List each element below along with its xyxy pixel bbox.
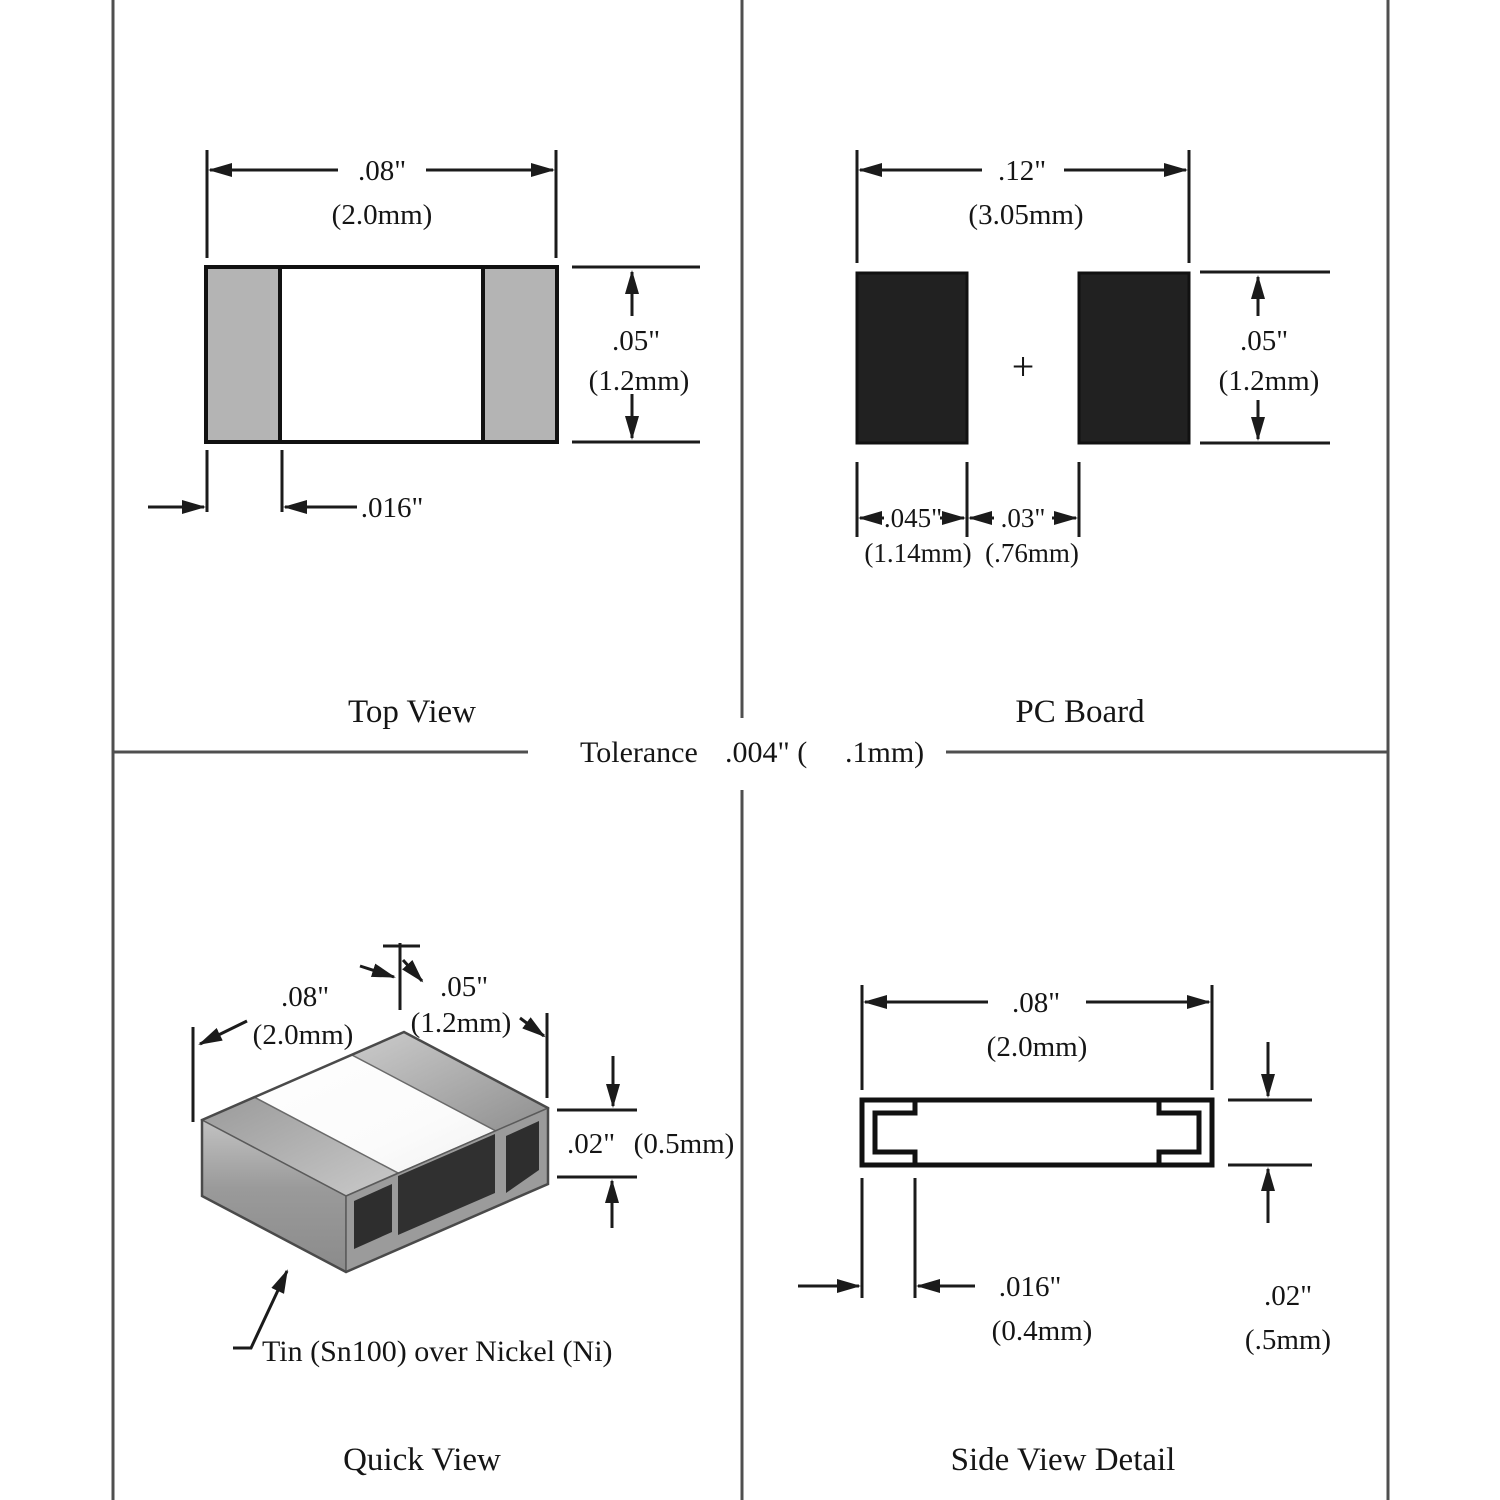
width-inch-label: .08"	[357, 155, 407, 187]
length-inch-label: .08"	[280, 981, 330, 1013]
chip-right-endcap	[483, 267, 557, 442]
span-mm-label: (3.05mm)	[968, 199, 1084, 231]
width-mm-label: (1.2mm)	[410, 1007, 512, 1039]
width-inch-label: .05"	[439, 971, 489, 1003]
pad-height-mm-label: (1.2mm)	[1218, 365, 1320, 397]
endcap-inch-label: .016"	[360, 492, 424, 524]
terminal-mm-label: (0.4mm)	[991, 1315, 1093, 1347]
gap-inch-label: .03"	[1000, 503, 1046, 533]
chip-left-endcap	[206, 267, 280, 442]
panel-title-quick-view: Quick View	[343, 1442, 501, 1478]
center-plus-mark: +	[1011, 344, 1035, 389]
pad-width-mm-label: (1.14mm)	[864, 538, 972, 568]
solder-pad-right	[1079, 273, 1189, 443]
width-mm-label: (2.0mm)	[986, 1031, 1088, 1063]
panel-top-view	[148, 150, 700, 730]
tolerance-inch-value: .004" (	[725, 736, 808, 769]
tolerance-note	[580, 736, 924, 769]
width-inch-label: .08"	[1011, 987, 1061, 1019]
span-inch-label: .12"	[997, 155, 1047, 187]
isometric-chip	[202, 1032, 548, 1272]
panel-title-top-view: Top View	[347, 694, 477, 730]
dimension-arrow-slanted	[200, 1021, 247, 1044]
dimension-arrow-slanted	[360, 966, 394, 977]
panel-pc-board	[857, 150, 1330, 730]
tolerance-label: Tolerance	[580, 736, 698, 769]
height-inch-label: .05"	[611, 325, 661, 357]
gap-mm-label: (.76mm)	[985, 538, 1079, 568]
height-mm-label: (.5mm)	[1244, 1324, 1332, 1356]
terminal-inch-label: .016"	[998, 1271, 1062, 1303]
tolerance-mm-value: .1mm)	[845, 736, 925, 769]
height-mm-label: (1.2mm)	[588, 365, 690, 397]
length-mm-label: (2.0mm)	[252, 1019, 354, 1051]
height-inch-label: .02"	[566, 1128, 616, 1160]
panel-title-pc-board: PC Board	[1015, 694, 1145, 730]
dimension-arrow-slanted	[520, 1018, 544, 1036]
width-mm-label: (2.0mm)	[331, 199, 433, 231]
height-inch-label: .02"	[1263, 1280, 1313, 1312]
dimension-arrow-slanted	[403, 960, 422, 981]
solder-pad-left	[857, 273, 967, 443]
panel-side-view	[798, 985, 1331, 1478]
panel-title-side-view: Side View Detail	[950, 1442, 1176, 1478]
panel-quick-view	[193, 943, 734, 1478]
height-mm-label: (0.5mm)	[633, 1128, 735, 1160]
plating-note-label: Tin (Sn100) over Nickel (Ni)	[262, 1335, 613, 1368]
pad-width-inch-label: .045"	[883, 503, 943, 533]
pad-height-inch-label: .05"	[1239, 325, 1289, 357]
